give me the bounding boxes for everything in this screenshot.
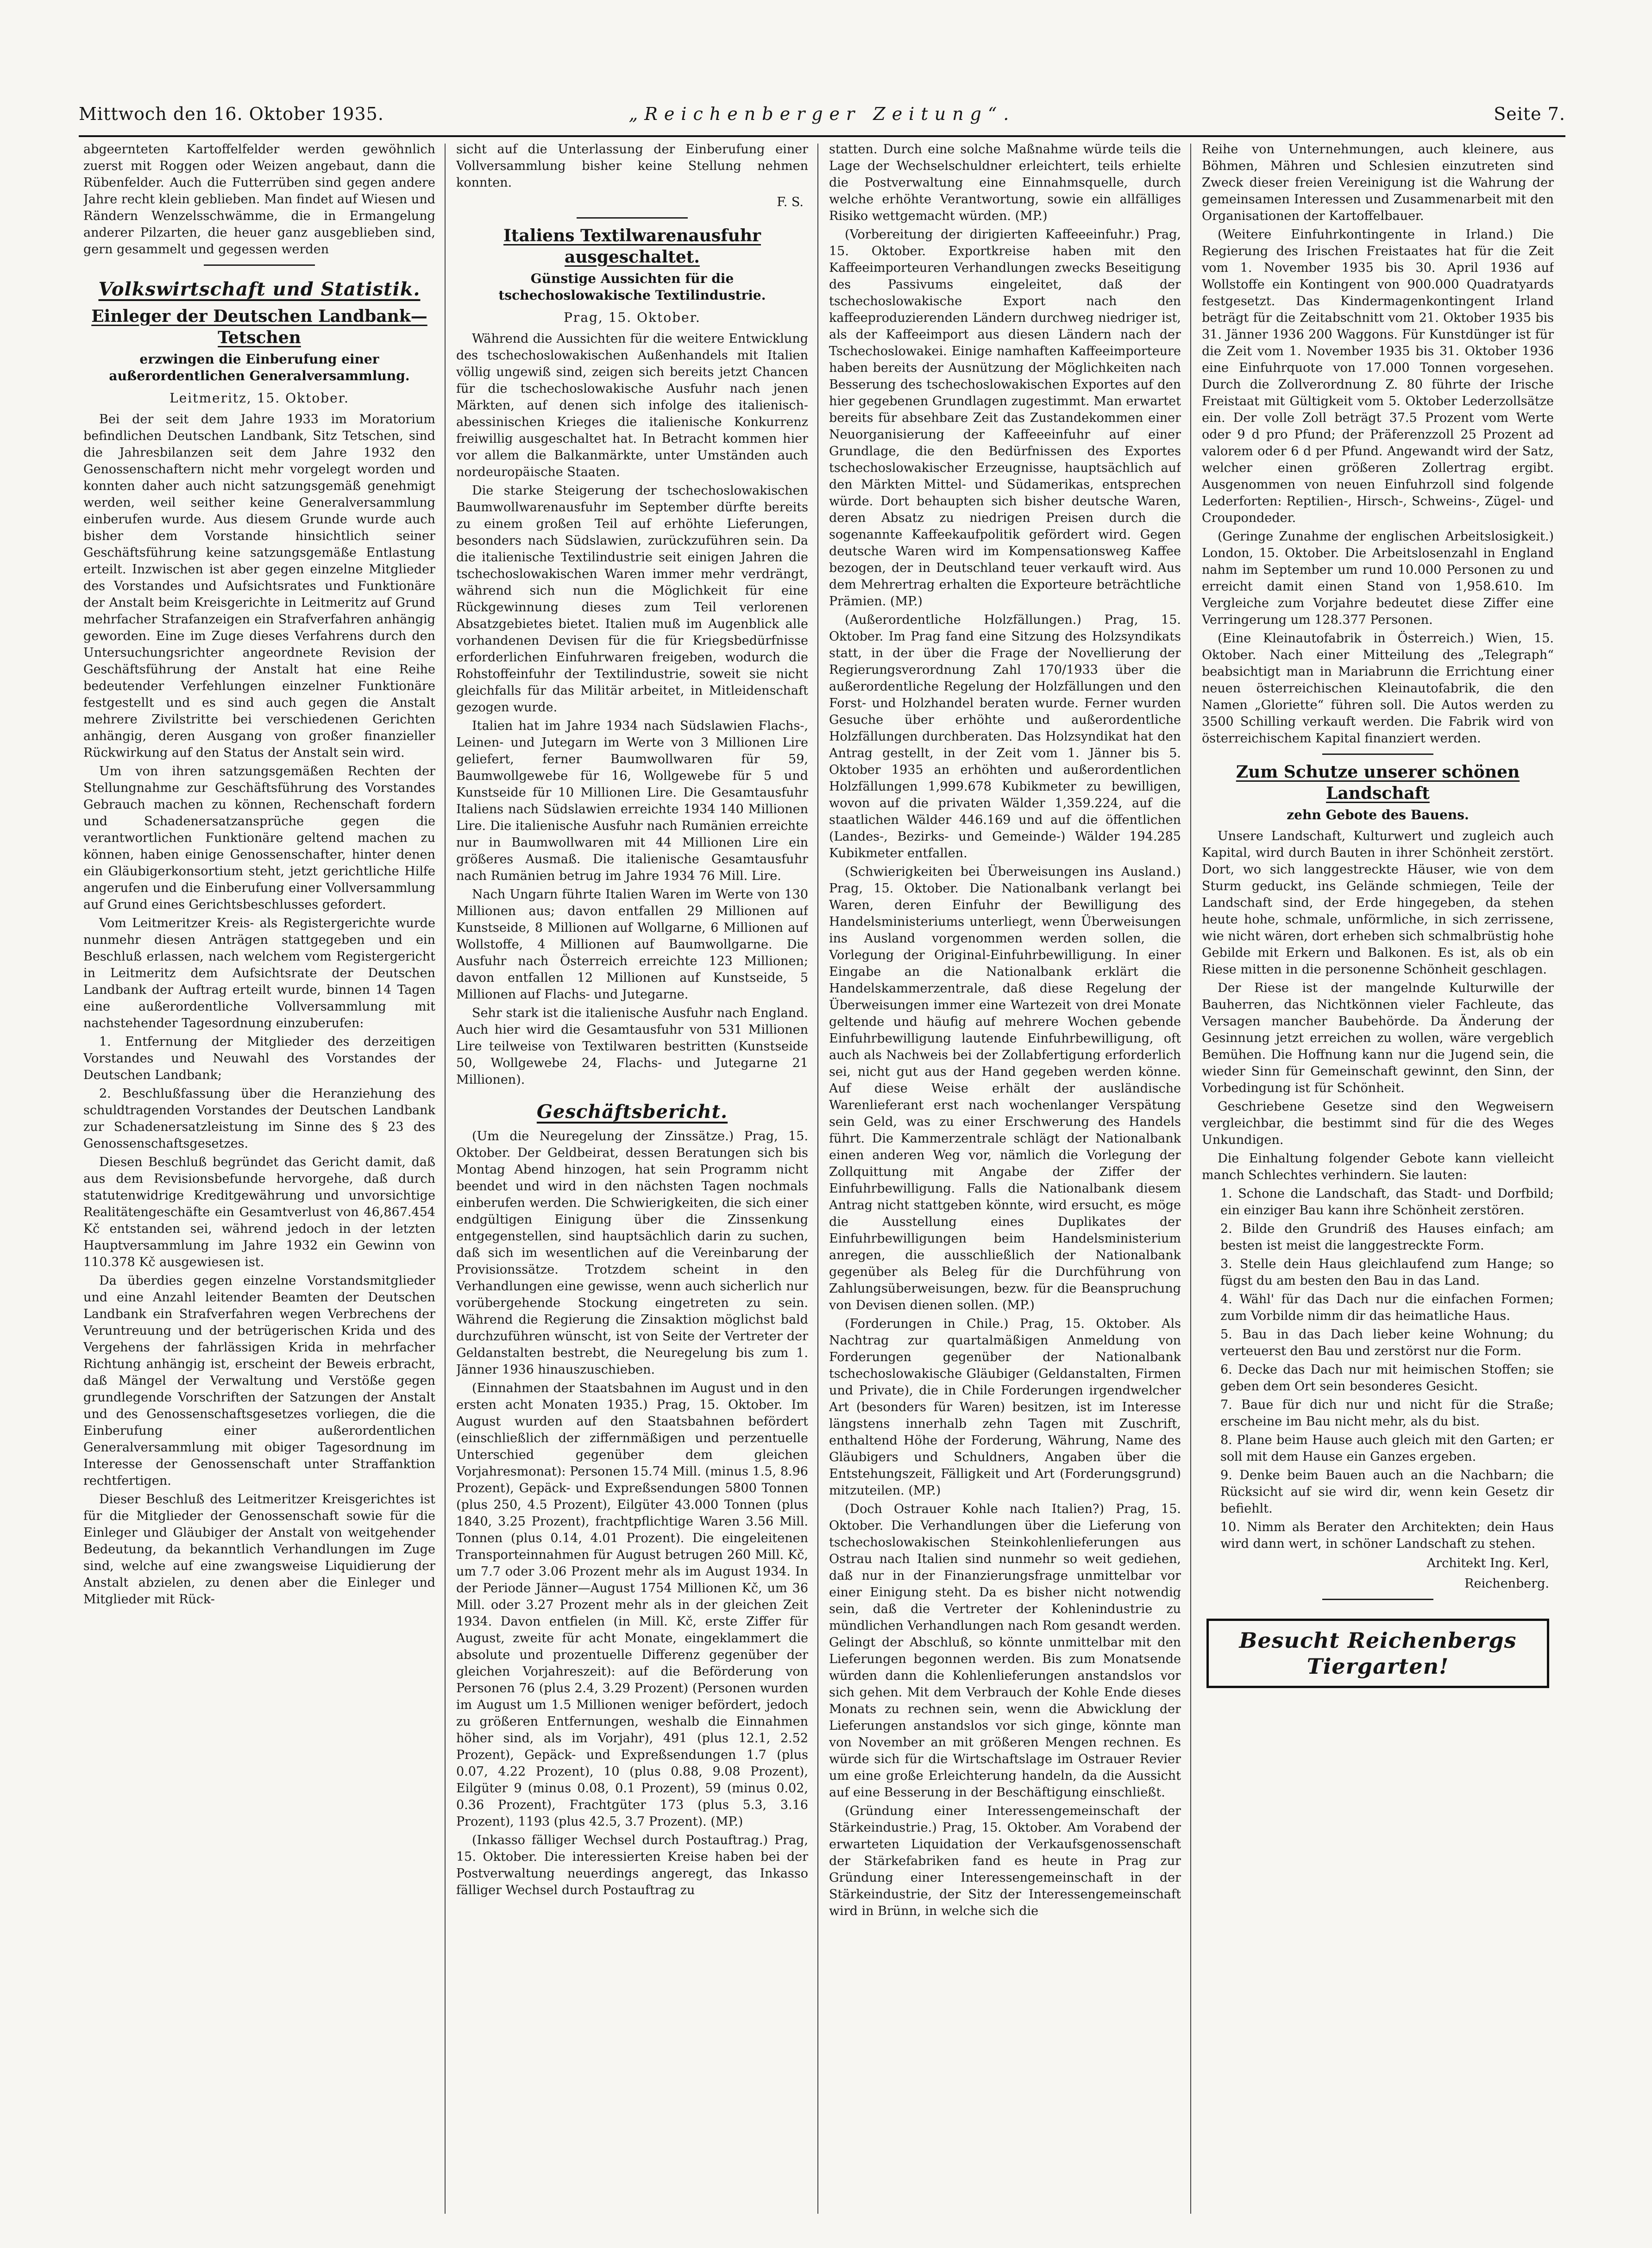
article-paragraph: Nach Ungarn führte Italien Waren im Werte von 130 Millionen aus; davon entfallen 29 Millionen auf Kunstseide, 8 Millionen auf Wollgarne, 6 Millionen auf Wollstoffe, 4 Millionen auf Baumwollgarne. Die Ausfuhr nach Österreich erreichte 123 Millionen; davon entfallen 12 Millionen auf Kunstseide, 5 Millionen auf Flachs- und Jutegarne.: [456, 887, 808, 1002]
author-signature: Architekt Ing. Kerl,: [1426, 1556, 1549, 1570]
column-1: [83, 141, 435, 2216]
zoo-advertisement: Besucht Reichenbergs Tiergarten!: [1206, 1619, 1549, 1688]
header-date: Mittwoch den 16. Oktober 1935.: [79, 104, 384, 124]
list-item: 7. Baue für dich nur und nicht für die Straße; erscheine im Bau nicht mehr, als du bist.: [1220, 1398, 1554, 1429]
article-title: Einleger der Deutschen Landbank—Tetschen: [91, 307, 427, 347]
article-paragraph: Vom Leitmeritzer Kreis- als Registergerichte wurde nunmehr diesen Anträgen stattgegeben und ein Beschluß erlassen, nach welchem vom Registergericht in Leitmeritz dem Aufsichtsrate der Deutschen Landbank der Auftrag erteilt wurde, binnen 14 Tagen eine außerordentliche Vollversammlung mit nachstehender Tagesordnung einzuberufen:: [83, 916, 435, 1030]
news-item: (Inkasso fälliger Wechsel durch Postauftrag.) Prag, 15. Oktober. Die interessierten Kreise haben bei der Postverwaltung neuerdings angeregt, das Inkasso fälliger Wechsel durch Postauftrag zu: [456, 1833, 808, 1897]
article-paragraph: Die starke Steigerung der tschechoslowakischen Baumwollwarenausfuhr im September dürfte bereits zu einem großen Teil auf erhöhte Lieferungen, besonders nach Südslawien, zurückzuführen sein. Da die italienische Textilindustrie seit einigen Jahren die tschechoslowakischen Waren immer mehr verdrängt, während sich nun die Möglichkeit für eine Rückgewinnung dieses zum Teil verlorenen Absatzgebietes bietet. Italien muß im Augenblick alle vorhandenen Devisen für die für Kriegsbedürfnisse erforderlichen Einfuhrwaren freigeben, wodurch die Rohstoffeinfuhr der Textilindustrie, soweit sie nicht gleichfalls für das Militär arbeitet, in Mitleidenschaft gezogen wurde.: [456, 484, 808, 715]
news-item: (Vorbereitung der dirigierten Kaffeeeinfuhr.) Prag, 15. Oktober. Exportkreise haben mit den Kaffeeimporteuren Verhandlungen zwecks Beseitigung des Passivums eingeleitet, daß der tschechoslowakische Export nach den kaffeeproduzierenden Ländern durchweg niedriger ist, als der Kaffeeimport aus diesen Ländern nach der Tschechoslowakei. Einige namhaften Kaffeeimporteure haben bereits der Ausnützung der Möglichkeiten nach Besserung des tschechoslowakischen Exportes auf den hier gegebenen Grundlagen zugestimmt. Man erwartet bereits für absehbare Zeit das Zustandekommen einer Neuorganisierung der Kaffeeeinfuhr auf einer Grundlage, die den Bedürfnissen des Exportes tschechoslowakischer Erzeugnisse, hauptsächlich auf den Märkten Mittel- und Südamerikas, entsprechen würde. Dort behaupten sich bisher deutsche Waren, deren Absatz zu niedrigen Preisen durch die sogenannte Kaffeekaufpolitik gefördert wird. Gegen deutsche Waren wird im Kompensationsweg Kaffee bezogen, der in Deutschland teuer verkauft wird. Aus dem Mehrertrag erhalten die Exporteure beträchtliche Prämien. (MP.): [829, 227, 1181, 609]
news-item: (Doch Ostrauer Kohle nach Italien?) Prag, 15. Oktober. Die Verhandlungen über die Lieferung von tschechoslowakischen Steinkohlenlieferungen aus Ostrau nach Italien sind nunmehr so weit gediehen, daß nur in der Finanzierungsfrage unmittelbar vor einer Einigung steht. Da es bisher nicht notwendig sein, daß die Vertreter der Kohlenindustrie zu mündlichen Verhandlungen nach Rom gesandt werden. Gelingt der Abschluß, so könnte unmittelbar mit den Lieferungen begonnen werden. Bis zum Monatsende würden dann die Kohlenlieferungen anstandslos vor sich gehen. Mit dem Verbrauch der Kohle Ende dieses Monats zu rechnen sein, wenn die Abwicklung der Lieferungen anstandslos vor sich ginge, könnte man von November an mit größeren Mengen rechnen. Es würde sich für die Wirtschaftslage im Ostrauer Revier um eine große Erleichterung handeln, da die Aussicht auf eine Besserung in der Beschäftigung einschließt.: [829, 1502, 1181, 1800]
article-paragraph: Die Einhaltung folgender Gebote kann vielleicht manch Schlechtes verhindern. Sie lauten:: [1202, 1151, 1554, 1182]
article-paragraph: Dieser Beschluß des Leitmeritzer Kreisgerichtes ist für die Mitglieder der Genossenschaft sowie für die Einleger und Gläubiger der Anstalt von weitgehender Bedeutung, da bekanntlich Verhandlungen im Zuge sind, welche auf eine zwangsweise Liquidierung der Anstalt abzielen, zu denen aber die Einleger und Mitglieder mit Rück-: [83, 1492, 435, 1607]
article-title: Zum Schutze unserer schönen Landschaft: [1236, 762, 1520, 803]
column-2: [456, 141, 808, 2216]
article-continuation: sicht auf die Unterlassung der Einberufung einer Vollversammlung bisher keine Stellung nehmen konnten.: [456, 142, 808, 190]
article-subtitle: erzwingen die Einberufung einer außerordentlichen Generalversammlung.: [109, 352, 410, 383]
article-continuation: statten. Durch eine solche Maßnahme würde teils die Lage der Wechselschuldner erleichtert, teils erhielte die Postverwaltung eine Einnahmsquelle, durch welche erhöhte Verantwortung, sowie ein allfälliges Risiko wettgemacht würden. (MP.): [829, 142, 1181, 223]
news-item: (Geringe Zunahme der englischen Arbeitslosigkeit.) London, 15. Oktober. Die Arbeitslosenzahl in England nahm im September um rund 10.000 Personen zu und erreicht damit einen Stand von 1,958.610. Im Vergleiche zum Vorjahre bedeutet diese Ziffer eine Verringerung um 128.377 Personen.: [1202, 529, 1554, 627]
column-3: [829, 141, 1181, 2216]
article-continuation: Reihe von Unternehmungen, auch kleinere, aus Böhmen, Mähren und Schlesien einzutreten sind Zweck dieser freien Vereinigung ist die Wahrung der gemeinsamen Interessen und Zusammenarbeit mit den Organisationen der Kartoffelbauer.: [1202, 142, 1554, 223]
list-item: 3. Stelle dein Haus gleichlaufend zum Hange; so fügst du am besten den Bau in das Land.: [1220, 1257, 1554, 1288]
article-continuation: abgeernteten Kartoffelfelder werden gewöhnlich zuerst mit Roggen oder Weizen angebaut, dann die Rübenfelder. Auch die Futterrüben sind gegen andere Jahre recht klein geblieben. Man findet auf Wiesen und Rändern Wenzelsschwämme, die in Ermangelung anderer Pilzarten, die heuer ganz ausgeblieben sind, gern gesammelt und gegessen werden: [83, 142, 435, 257]
news-item: (Weitere Einfuhrkontingente in Irland.) Die Regierung des Irischen Freistaates hat für die Zeit vom 1. November 1935 bis 30. April 1936 auf Wollstoffe ein Kontingent von 900.000 Quadratyards festgesetzt. Das Kindermagenkontingent Irland beträgt für die Zeitabschnitt vom 21. Oktober 1935 bis 31. Jänner 1936 200 Waggons. Für Kunstdünger ist für die Zeit vom 1. November 1935 bis 31. Oktober 1936 eine Einfuhrquote von 17.000 Tonnen vorgesehen. Durch die Zollverordnung Z. 80 führte der Irische Freistaat mit Gültigkeit vom 5. Oktober Lederzollsätze ein. Der volle Zoll beträgt 37.5 Prozent vom Werte oder 9 d pro Pfund; der Präferenzzoll 25 Prozent ad valorem oder 6 d per Pfund. Angewandt wird der Satz, welcher einen größeren Zollertrag ergibt. Ausgenommen von neuen Einfuhrzoll sind folgende Lederforten: Reptilien-, Hirsch-, Schweins-, Zügel- und Croupondeder.: [1202, 227, 1554, 525]
news-item: (Außerordentliche Holzfällungen.) Prag, 15. Oktober. Im Prag fand eine Sitzung des Holzsyndikats statt, in der über die Frage der Novellierung der Regierungsverordnung Zahl 170/1933 über die außerordentliche Regelung der Holzfällungen und den Forst- und Holzhandel beraten wurde. Ferner wurden Gesuche über erhöhte und außerordentliche Holzfällungen durchberaten. Das Holzsyndikat hat den Antrag gestellt, in der Zeit vom 1. Jänner bis 5. Oktober 1935 an erhöhten und außerordentlichen Holzfällungen 1,999.678 Kubikmeter zu bewilligen, wovon auf die privaten Wälder 1,359.224, auf die staatlichen Wälder 446.169 und auf die öffentlichen (Landes-, Bezirks- und Gemeinde-) Wälder 194.285 Kubikmeter entfallen.: [829, 613, 1181, 860]
article-paragraph: Unsere Landschaft, Kulturwert und zugleich auch Kapital, wird durch Bauten in ihrer Schönheit zerstört. Dort, wo sich langgestreckte Häuser, wie von dem Sturm geduckt, ins Gelände schmiegen, Teile der Landschaft sind, der Erde hingegeben, da stehen heute hohe, schmale, unförmliche, in sich zerrissene, wie nicht wären, dort erheben sich schmalbrüstig hohe Gebilde mit Erkern und Balkonen. Es ist, als ob ein Riese mitten in die personenne Schönheit geschlagen.: [1202, 829, 1554, 977]
news-item: (Gründung einer Interessengemeinschaft der Stärkeindustrie.) Prag, 15. Oktober. Am Vorabend der erwarteten Liquidation der Verkaufsgenossenschaft der Stärkefabriken fand es heute in Prag zur Gründung einer Interessengemeinschaft in der Stärkeindustrie, der Sitz der Interessengemeinschaft wird in Brünn, in welche sich die: [829, 1804, 1181, 1918]
article-paragraph: Italien hat im Jahre 1934 nach Südslawien Flachs-, Leinen- und Jutegarn im Werte von 3 Millionen Lire geliefert, ferner Baumwollwaren für 59, Baumwollgewebe für 16, Wollgewebe für 5 und Kunstseide für 10 Millionen Lire. Die Gesamtausfuhr Italiens nach Südslawien erreichte 1934 140 Millionen Lire. Die italienische Ausfuhr nach Rumänien erreichte nur in Baumwollwaren mit 44 Millionen Lire ein größeres Ausmaß. Die italienische Gesamtausfuhr nach Rumänien betrug im Jahre 1934 76 Mill. Lire.: [456, 719, 808, 883]
article-paragraph: Um von ihren satzungsgemäßen Rechten der Stellungnahme zur Geschäftsführung des Vorstandes Gebrauch machen zu können, Rechenschaft fordern und Schadenersatzansprüche gegen die verantwortlichen Funktionäre geltend machen zu können, haben einige Genossenschafter, hinter denen ein Gläubigerkonsortium steht, jetzt gerichtliche Hilfe angerufen und die Einberufung einer Vollversammlung auf Grund eines Gerichtsbeschlusses gefordert.: [83, 764, 435, 912]
divider: [1322, 1599, 1433, 1600]
header-rule: [79, 135, 1565, 137]
list-item: 10. Nimm als Berater den Architekten; dein Haus wird dann wert, in schöner Landschaft zu stehen.: [1220, 1520, 1554, 1551]
article-paragraph: Geschriebene Gesetze sind den Wegweisern vergleichbar, die bestimmt sind für die des Weges Unkundigen.: [1202, 1099, 1554, 1147]
article-dateline: Leitmeritz, 15. Oktober.: [170, 390, 349, 406]
article-dateline: Prag, 15. Oktober.: [564, 310, 701, 325]
article-subtitle: Günstige Aussichten für die tschechoslowakische Textilindustrie.: [498, 271, 766, 303]
article-paragraph: 2. Beschlußfassung über die Heranziehung des schuldtragenden Vorstandes der Deutschen Landbank zur Schadenersatzleistung im Sinne des § 23 des Genossenschaftsgesetzes.: [83, 1086, 435, 1151]
header-page-number: Seite 7.: [1494, 104, 1565, 124]
list-item: 5. Bau in das Dach lieber keine Wohnung; du verteuerst den Bau und zerstörst nur die Form.: [1220, 1327, 1554, 1358]
page-header: [79, 97, 1565, 130]
article-subtitle: zehn Gebote des Bauens.: [1287, 807, 1469, 823]
article-signature: F. S.: [777, 195, 804, 209]
news-item: (Schwierigkeiten bei Überweisungen ins Ausland.) Prag, 15. Oktober. Die Nationalbank verlangt bei Waren, deren Einfuhr der Bewilligung des Handelsministeriums unterliegt, wenn Überweisungen ins Ausland vorgenommen werden sollen, die Vorlegung der Original-Einfuhrbewilligung. In einer Eingabe an die Nationalbank erklärt die Handelskammerzentrale, daß diese Regelung der Überweisungen immer eine Wartezeit von drei Monate geltende und häufig auf mehrere Wochen gebende Einfuhrbewilligung lautende Einfuhrbewilligung, oft auch als Nachweis bei der Zollabfertigung erforderlich sei, nicht gut aus der Hand gegeben werden könne. Auf diese Weise erhält der ausländische Warenlieferant erst nach wochenlanger Verspätung sein Geld, was zu einer Erschwerung des Handels führt. Die Kammerzentrale schlägt der Nationalbank einen anderen Weg vor, nämlich die Vorlegung der Zollquittung mit Angabe der Ziffer der Einfuhrbewilligung. Falls die Nationalbank diesem Antrag nicht stattgeben könnte, wird ersucht, es möge die Ausstellung eines Duplikates der Einfuhrbewilligungen beim Handelsministerium anregen, die ausschließlich der Nationalbank gegenüber als Beleg für die Durchführung von Zahlungsüberweisungen, bezw. für die Beanspruchung von Devisen dienen sollen. (MP.): [829, 865, 1181, 1312]
section-heading: Geschäftsbericht.: [536, 1101, 728, 1123]
news-item: (Um die Neuregelung der Zinssätze.) Prag, 15. Oktober. Der Geldbeirat, dessen Beratungen sich bis Montag Abend hinzogen, hat sein Programm nicht beendet und wird in den nächsten Tagen nochmals einberufen werden. Die Schwierigkeiten, die sich einer endgültigen Einigung über die Zinssenkung entgegenstellen, sind hauptsächlich darin zu suchen, daß sich im wesentlichen auf die Vereinbarung der Provisionssätze. Trotzdem scheint in den Verhandlungen eine gewisse, wenn auch sicherlich nur vorübergehende Stockung eingetreten zu sein. Während die Regierung die Zinsaktion möglichst bald durchzuführen wünscht, ist von Seite der Vertreter der Geldanstalten bestrebt, die Neuregelung bis zum 1. Jänner 1936 hinauszuschieben.: [456, 1129, 808, 1377]
article-paragraph: Bei der seit dem Jahre 1933 im Moratorium befindlichen Deutschen Landbank, Sitz Tetschen, sind die Jahresbilanzen seit dem Jahre 1932 den Genossenschaftern nicht mehr vorgelegt worden und konnten daher auch nicht satzungsgemäß genehmigt werden, weil seither keine Generalversammlung einberufen wurde. Aus diesem Grunde wurde auch bisher dem Vorstande hinsichtlich seiner Geschäftsführung keine satzungsgemäße Entlastung erteilt. Inzwischen ist aber gegen einzelne Mitglieder des Vorstandes und Aufsichtsrates und Funktionäre der Anstalt beim Kreisgerichte in Leitmeritz auf Grund mehrfacher Strafanzeigen ein Strafverfahren anhängig geworden. Eine im Zuge dieses Verfahrens durch den Untersuchungsrichter angeordnete Revision der Geschäftsführung der Anstalt hat eine Reihe bedeutender Verfehlungen einzelner Funktionäre festgestellt und es sind auch gegen die Anstalt mehrere Zivilstritte bei verschiedenen Gerichten anhängig, deren Ausgang von großer finanzieller Rückwirkung auf den Status der Anstalt sein wird.: [83, 412, 435, 760]
news-item: (Eine Kleinautofabrik in Österreich.) Wien, 15. Oktober. Nach einer Mitteilung des „Telegraph“ beabsichtigt man in Mariabrunn die Errichtung einer neuen österreichischen Kleinautofabrik, die den Namen „Gloriette“ führen soll. Die Autos werden zu 3500 Schilling verkauft werden. Die Fabrik wird von österreichischem Kapital finanziert werden.: [1202, 631, 1554, 746]
news-item: (Einnahmen der Staatsbahnen im August und in den ersten acht Monaten 1935.) Prag, 15. Oktober. Im August wurden auf den Staatsbahnen befördert (einschließlich der ziffernmäßigen und perzentuelle Unterschied gegenüber dem gleichen Vorjahresmonat): Personen 15.74 Mill. (minus 1.5, 8.96 Prozent), Gepäck- und Expreßsendungen 5800 Tonnen (plus 250, 4.5 Prozent), Eilgüter 43.000 Tonnen (plus 1840, 3.25 Prozent), frachtpflichtige Waren 3.56 Mill. Tonnen (plus 0.14, 4.01 Prozent). Die eingeleitenen Transporteinnahmen für August betrugen 260 Mill. Kč, um 7.7 oder 3.06 Prozent mehr als im August 1934. In der Periode Jänner—August 1754 Millionen Kč, um 36 Mill. oder 3.27 Prozent mehr als in der gleichen Zeit 1934. Davon entfielen (in Mill. Kč, erste Ziffer für August, zweite für acht Monate, eingeklammert die absolute und prozentuelle Differenz gegenüber der gleichen Vorjahreszeit): auf die Beförderung von Personen 76 (plus 2.4, 3.29 Prozent) (Personen wurden im August um 1.5 Millionen weniger befördert, jedoch zu größeren Entfernungen, weshalb die Einnahmen höher sind, als im Vorjahr), 491 (plus 12.1, 2.52 Prozent), Gepäck- und Expreßsendungen 1.7 (plus 0.07, 4.22 Prozent), 10 (plus 0.88, 9.08 Prozent), Eilgüter 9 (minus 0.08, 0.1 Prozent), 59 (minus 0.02, 0.36 Prozent), Frachtgüter 173 (plus 5.3, 3.16 Prozent), 1193 (plus 42.5, 3.7 Prozent). (MP.): [456, 1381, 808, 1829]
article-paragraph: Der Riese ist der mangelnde Kulturwille der Bauherren, das Nichtkönnen vieler Fachleute, das Versagen mancher Baubehörde. Da Änderung der Gesinnung jetzt erreichen zu wollen, wäre vergeblich Bemühen. Die Hoffnung kann nur die Jugend sein, die wieder Sinn für Gemeinschaft gewinnt, den Sinn, der Vorbedingung ist für Schönheit.: [1202, 981, 1554, 1095]
article-paragraph: Da überdies gegen einzelne Vorstandsmitglieder und eine Anzahl leitender Beamten der Deutschen Landbank ein Strafverfahren wegen Verbrechens der Veruntreuung und der betrügerischen Krida und des Vergehens der fahrlässigen Krida in mehrfacher Richtung anhängig ist, erscheint der Beweis erbracht, daß Mängel der Verwaltung und Verstöße gegen grundlegende Vorschriften der Satzungen der Anstalt und des Genossenschaftsgesetzes vorliegen, die die Einberufung einer außerordentlichen Generalversammlung mit obiger Tagesordnung im Interesse der Genossenschaft unter Straffanktion rechtfertigen.: [83, 1274, 435, 1488]
article-paragraph: Diesen Beschluß begründet das Gericht damit, daß aus dem Revisionsbefunde hervorgehe, daß durch statutenwidrige Kreditgewährung und unvorsichtige Realitätengeschäfte ein Gesamtverlust von 46,867.454 Kč entstanden sei, während jedoch in der letzten Hauptversammlung im Jahre 1932 ein Gewinn von 110.378 Kč ausgewiesen ist.: [83, 1155, 435, 1269]
list-item: 9. Denke beim Bauen auch an die Nachbarn; die Rücksicht auf sie wird dir, wenn kein Gesetz dir befiehlt.: [1220, 1468, 1554, 1516]
column-separator: [1190, 144, 1191, 2214]
divider: [577, 217, 688, 219]
article-paragraph: Sehr stark ist die italienische Ausfuhr nach England. Auch hier wird die Gesamtausfuhr von 531 Millionen Lire teilweise von Textilwaren bestritten (Kunstseide 50, Wollgewebe 24, Flachs- und Jutegarne 21 Millionen).: [456, 1006, 808, 1087]
list-item: 8. Plane beim Hause auch gleich mit den Garten; er soll mit dem Hause ein Ganzes ergeben.: [1220, 1433, 1554, 1464]
news-item: (Forderungen in Chile.) Prag, 15. Oktober. Als Nachtrag zur quartalmäßigen Anmeldung von Forderungen gegenüber der Nationalbank tschechoslowakische Gläubiger (Geldanstalten, Firmen und Private), die in Chile Forderungen irgendwelcher Art (besonders für Waren) besitzen, ist im Interesse längstens innerhalb zehn Tagen mit Zuschrift, enthaltend Höhe der Forderung, Währung, Name des Gläubigers und Schuldners, Angaben über die Entstehungszeit, Fälligkeit und Art (Forderungsgrund) mitzuteilen. (MP.): [829, 1317, 1181, 1498]
column-separator: [817, 144, 818, 2214]
list-item: 6. Decke das Dach nur mit heimischen Stoffen; sie geben dem Ort sein besonderes Gesicht.: [1220, 1363, 1554, 1394]
divider: [204, 264, 315, 266]
column-4: [1202, 141, 1554, 2216]
section-heading: Volkswirtschaft und Statistik.: [98, 278, 421, 300]
author-location: Reichenberg.: [1464, 1576, 1549, 1591]
rules-list: [1202, 1186, 1554, 1552]
article-title: Italiens Textilwarenausfuhr ausgeschaltet.: [503, 226, 761, 267]
divider: [1322, 754, 1433, 755]
list-item: 2. Bilde den Grundriß des Hauses einfach; am besten ist meist die langgestreckte Form.: [1220, 1222, 1554, 1253]
header-paper-name: „Reichenberger Zeitung“.: [628, 104, 1016, 124]
article-paragraph: 1. Entfernung der Mitglieder des derzeitigen Vorstandes und Neuwahl des Vorstandes der Deutschen Landbank;: [83, 1035, 435, 1082]
column-separator: [445, 144, 446, 2214]
list-item: 4. Wähl' für das Dach nur die einfachen Formen; zum Vorbilde nimm dir das heimatliche Haus.: [1220, 1292, 1554, 1323]
article-paragraph: Während die Aussichten für die weitere Entwicklung des tschechoslowakischen Außenhandels mit Italien völlig ungewiß sind, zeigen sich bereits jetzt Chancen für die tschechoslowakische Ausfuhr nach jenen Märkten, auf denen sich infolge des italienisch-abessinischen Krieges die italienische Konkurrenz freiwillig ausgeschaltet hat. In Betracht kommen hier vor allem die Balkanmärkte, unter Umständen auch nordeuropäische Staaten.: [456, 332, 808, 479]
list-item: 1. Schone die Landschaft, das Stadt- und Dorfbild; ein einziger Bau kann ihre Schönheit zerstören.: [1220, 1187, 1554, 1218]
